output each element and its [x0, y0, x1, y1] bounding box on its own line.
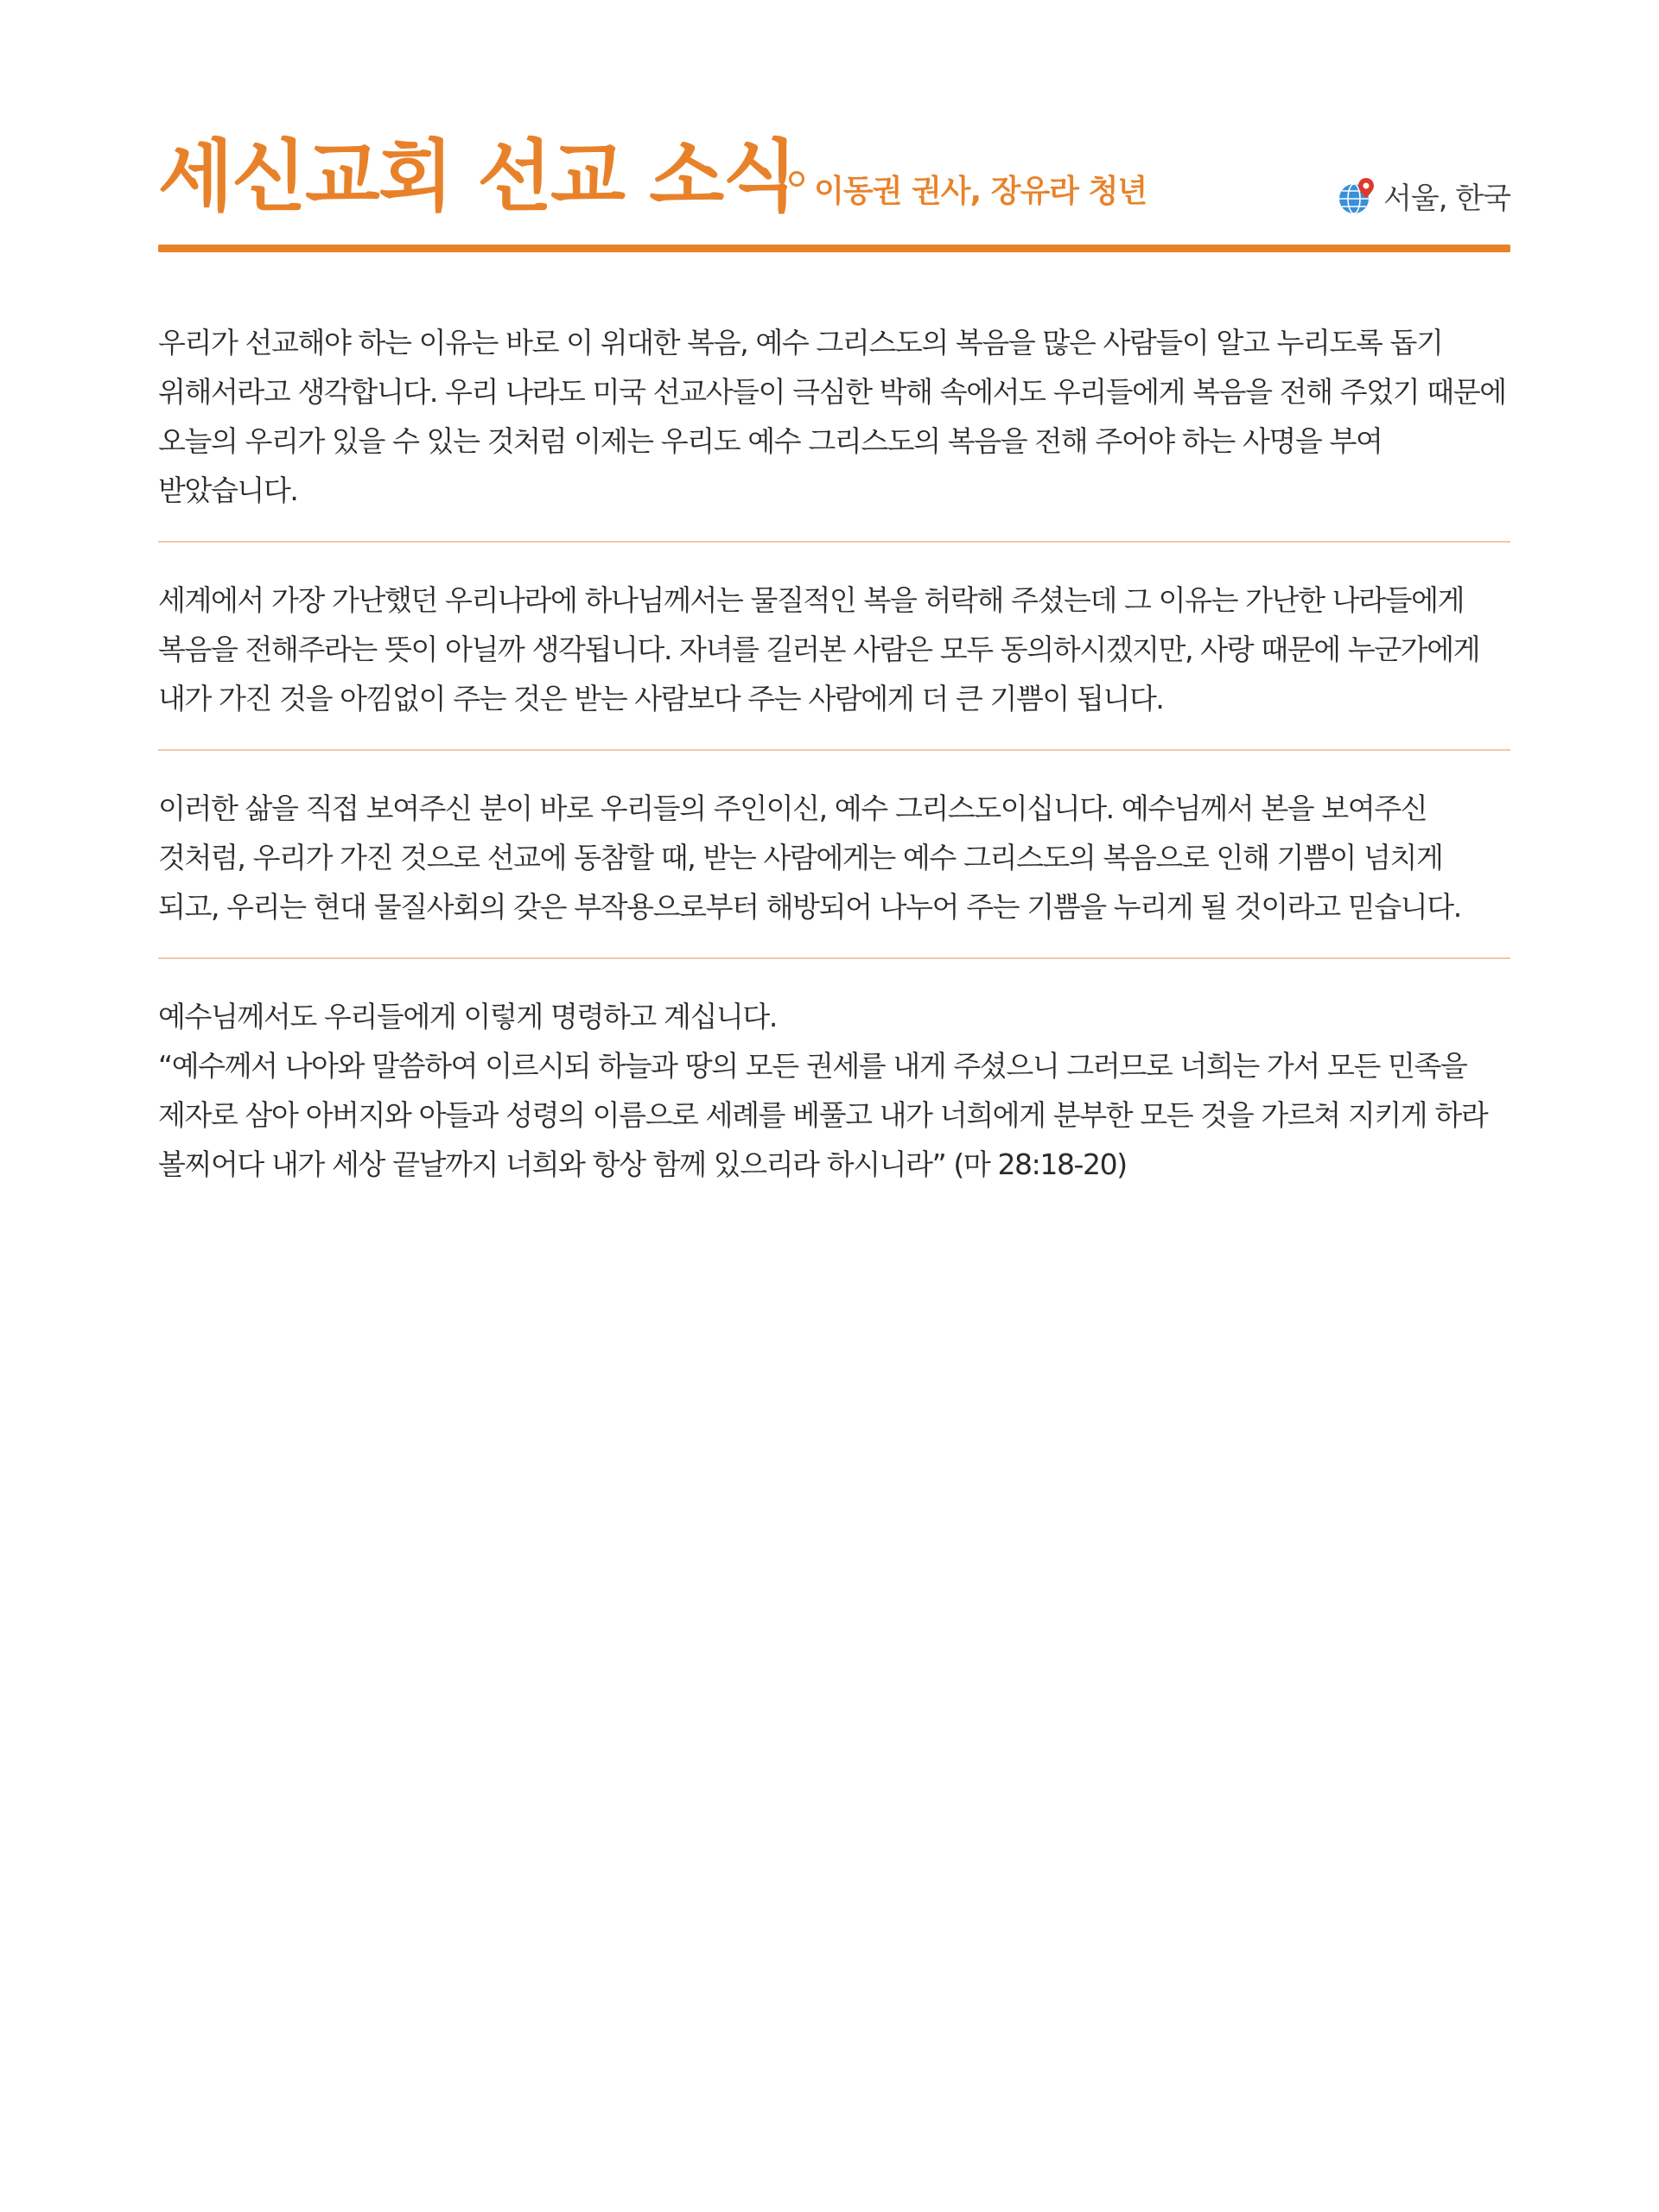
- paragraph-2: 세계에서 가장 가난했던 우리나라에 하나님께서는 물질적인 복을 허락해 주셨는데 그 이유는 가난한 나라들에게 복음을 전해주라는 뜻이 아닐까 생각됩니다. 자녀를 길러본 사람은 모두 동의하시겠지만, 사랑 때문에 누군가에게 내가 가진 것을 아낌없이 주는 것은 받는 사람보다 주는 사람에게 더 큰 기쁨이 됩니다.: [158, 583, 1480, 715]
- article-header: [158, 130, 1510, 251]
- closing-paragraph: [158, 992, 1510, 1189]
- section-divider: [158, 749, 1510, 751]
- article-body: [158, 318, 1510, 1189]
- author-line: [789, 166, 1147, 218]
- closing-intro: 예수님께서도 우리들에게 이렇게 명령하고 계십니다.: [158, 1000, 777, 1033]
- header-divider: [158, 245, 1510, 252]
- section-divider: [158, 957, 1510, 959]
- paragraph-1: 우리가 선교해야 하는 이유는 바로 이 위대한 복음, 예수 그리스도의 복음을 많은 사람들이 알고 누리도록 돕기 위해서라고 생각합니다. 우리 나라도 미국 선교사들이 극심한 박해 속에서도 우리들에게 복음을 전해 주었기 때문에 오늘의 우리가 있을 수 있는 것처럼 이제는 우리도 예수 그리스도의 복음을 전해 주어야 하는 사명을 부여 받았습니다.: [158, 326, 1506, 507]
- page-title: 세신교회 선교 소식: [158, 131, 797, 222]
- author-name: 이동권 권사, 장유라 청년: [814, 174, 1147, 209]
- globe-pin-icon: [1337, 175, 1378, 217]
- scripture-quote: “예수께서 나아와 말씀하여 이르시되 하늘과 땅의 모든 권세를 내게 주셨으니 그러므로 너희는 가서 모든 민족을 제자로 삼아 아버지와 아들과 성령의 이름으로 세례를 베풀고 내가 너희에게 분부한 모든 것을 가르쳐 지키게 하라 볼찌어다 내가 세상 끝날까지 너희와 항상 함께 있으리라 하시니라” (마 28:18-20): [158, 1049, 1488, 1181]
- bullet-circle-icon: [789, 171, 804, 187]
- paragraph-3: 이러한 삶을 직접 보여주신 분이 바로 우리들의 주인이신, 예수 그리스도이십니다. 예수님께서 본을 보여주신 것처럼, 우리가 가진 것으로 선교에 동참할 때, 받는 사람에게는 예수 그리스도의 복음으로 인해 기쁨이 넘치게 되고, 우리는 현대 물질사회의 갖은 부작용으로부터 해방되어 나누어 주는 기쁨을 누리게 될 것이라고 믿습니다.: [158, 791, 1461, 924]
- location-label: 서울, 한국: [1383, 181, 1510, 216]
- section-divider: [158, 541, 1510, 543]
- location-tag: [1337, 175, 1510, 217]
